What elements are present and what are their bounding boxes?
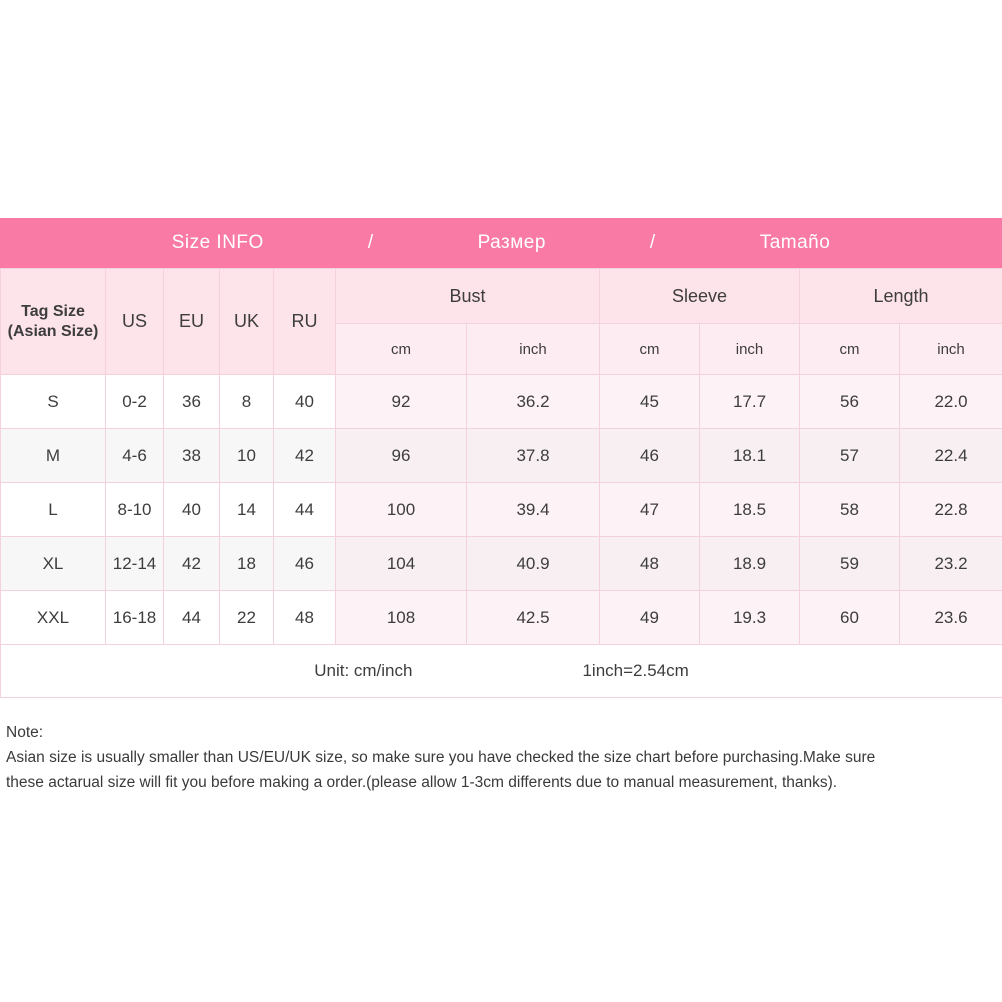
header-sleeve: Sleeve — [600, 269, 800, 324]
cell-ru: 40 — [274, 375, 336, 429]
cell-length-inch: 22.0 — [900, 375, 1002, 429]
size-chart — [0, 218, 1002, 795]
header-tag-size-line1: Tag Size — [21, 302, 85, 320]
unit-footer-cell — [1, 645, 1002, 698]
cell-sleeve-cm: 48 — [600, 537, 700, 591]
cell-tag: M — [1, 429, 106, 483]
cell-length-cm: 60 — [800, 591, 900, 645]
header-length-inch: inch — [900, 324, 1002, 375]
cell-bust-cm: 96 — [336, 429, 467, 483]
cell-length-inch: 23.2 — [900, 537, 1002, 591]
cell-ru: 46 — [274, 537, 336, 591]
conversion-text: 1inch=2.54cm — [582, 661, 689, 680]
header-tag-size-line2: (Asian Size) — [7, 322, 99, 340]
note-line-2: these actarual size will fit you before making a order.(please allow 1-3cm differents due to manual measurement, thanks). — [6, 774, 838, 792]
cell-sleeve-inch: 19.3 — [700, 591, 800, 645]
header-sleeve-inch: inch — [700, 324, 800, 375]
title-label-es: Tamaño — [759, 232, 831, 253]
size-info-title-bar — [0, 218, 1002, 268]
header-tag-size — [1, 269, 106, 375]
header-us: US — [106, 269, 164, 375]
header-bust-inch: inch — [467, 324, 600, 375]
header-length: Length — [800, 269, 1002, 324]
cell-eu: 36 — [164, 375, 220, 429]
title-label-en: Size INFO — [171, 232, 264, 253]
cell-eu: 40 — [164, 483, 220, 537]
cell-uk: 22 — [220, 591, 274, 645]
cell-sleeve-cm: 45 — [600, 375, 700, 429]
cell-ru: 42 — [274, 429, 336, 483]
cell-bust-inch: 40.9 — [467, 537, 600, 591]
note-block — [0, 720, 1002, 795]
header-length-cm: cm — [800, 324, 900, 375]
header-bust: Bust — [336, 269, 600, 324]
cell-tag: L — [1, 483, 106, 537]
cell-uk: 18 — [220, 537, 274, 591]
table-header-main-row — [1, 269, 1002, 324]
cell-sleeve-inch: 17.7 — [700, 375, 800, 429]
table-row — [1, 375, 1002, 429]
cell-length-cm: 57 — [800, 429, 900, 483]
note-line-1: Asian size is usually smaller than US/EU/UK size, so make sure you have checked the size chart before purchasing.Make sure — [6, 749, 876, 767]
cell-uk: 14 — [220, 483, 274, 537]
cell-eu: 44 — [164, 591, 220, 645]
cell-bust-inch: 37.8 — [467, 429, 600, 483]
cell-uk: 8 — [220, 375, 274, 429]
cell-tag: XL — [1, 537, 106, 591]
cell-sleeve-inch: 18.5 — [700, 483, 800, 537]
title-label-ru: Размер — [477, 232, 546, 253]
cell-us: 0-2 — [106, 375, 164, 429]
cell-sleeve-inch: 18.1 — [700, 429, 800, 483]
cell-bust-inch: 39.4 — [467, 483, 600, 537]
cell-us: 16-18 — [106, 591, 164, 645]
cell-bust-inch: 36.2 — [467, 375, 600, 429]
cell-sleeve-cm: 46 — [600, 429, 700, 483]
header-uk: UK — [220, 269, 274, 375]
header-eu: EU — [164, 269, 220, 375]
cell-sleeve-inch: 18.9 — [700, 537, 800, 591]
table-row — [1, 429, 1002, 483]
cell-bust-inch: 42.5 — [467, 591, 600, 645]
table-row — [1, 483, 1002, 537]
cell-length-inch: 22.8 — [900, 483, 1002, 537]
header-ru: RU — [274, 269, 336, 375]
header-bust-cm: cm — [336, 324, 467, 375]
cell-bust-cm: 100 — [336, 483, 467, 537]
cell-eu: 42 — [164, 537, 220, 591]
cell-length-inch: 22.4 — [900, 429, 1002, 483]
cell-us: 4-6 — [106, 429, 164, 483]
size-table — [0, 268, 1002, 698]
cell-bust-cm: 108 — [336, 591, 467, 645]
unit-text: Unit: cm/inch — [314, 661, 413, 680]
table-footer-unit-row — [1, 645, 1002, 698]
header-sleeve-cm: cm — [600, 324, 700, 375]
cell-length-cm: 56 — [800, 375, 900, 429]
cell-length-inch: 23.6 — [900, 591, 1002, 645]
table-row — [1, 591, 1002, 645]
cell-uk: 10 — [220, 429, 274, 483]
cell-ru: 44 — [274, 483, 336, 537]
title-separator-2: / — [649, 232, 656, 253]
cell-length-cm: 59 — [800, 537, 900, 591]
cell-sleeve-cm: 49 — [600, 591, 700, 645]
cell-sleeve-cm: 47 — [600, 483, 700, 537]
table-row — [1, 537, 1002, 591]
cell-tag: XXL — [1, 591, 106, 645]
cell-bust-cm: 104 — [336, 537, 467, 591]
title-separator-1: / — [367, 232, 374, 253]
cell-us: 8-10 — [106, 483, 164, 537]
cell-ru: 48 — [274, 591, 336, 645]
cell-bust-cm: 92 — [336, 375, 467, 429]
cell-eu: 38 — [164, 429, 220, 483]
cell-length-cm: 58 — [800, 483, 900, 537]
cell-us: 12-14 — [106, 537, 164, 591]
cell-tag: S — [1, 375, 106, 429]
note-label: Note: — [6, 724, 44, 741]
